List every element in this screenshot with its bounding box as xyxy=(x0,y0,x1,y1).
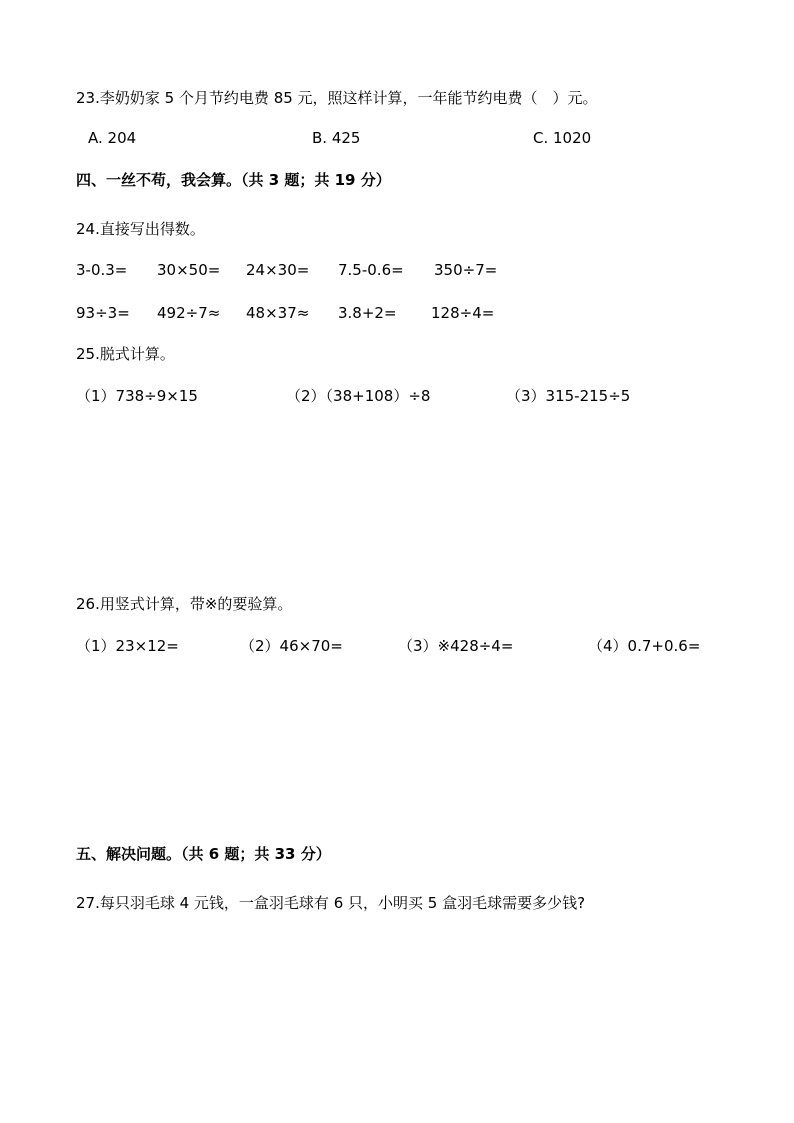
calc-item: 3.8+2= xyxy=(338,304,397,322)
calc-item: 350÷7= xyxy=(434,261,498,279)
option-b: B. 425 xyxy=(312,129,361,147)
step-calc-item: （1）738÷9×15 xyxy=(76,387,198,405)
calc-item: 3-0.3= xyxy=(76,261,128,279)
vertical-calc-item: （1）23×12= xyxy=(76,637,179,655)
calc-item: 93÷3= xyxy=(76,304,130,322)
calc-item: 48×37≈ xyxy=(246,304,310,322)
step-calc-item: （2）（38+108）÷8 xyxy=(286,387,431,405)
question-26-text: 26.用竖式计算，带※的要验算。 xyxy=(76,595,293,613)
option-a: A. 204 xyxy=(88,129,137,147)
calc-item: 30×50= xyxy=(157,261,221,279)
calc-item: 128÷4= xyxy=(431,304,495,322)
vertical-calc-item: （2）46×70= xyxy=(240,637,343,655)
question-27-text: 27.每只羽毛球 4 元钱，一盒羽毛球有 6 只，小明买 5 盒羽毛球需要多少钱? xyxy=(76,894,586,912)
calc-item: 24×30= xyxy=(246,261,310,279)
vertical-calc-item: （4）0.7+0.6= xyxy=(588,637,701,655)
question-24-text: 24.直接写出得数。 xyxy=(76,220,205,238)
question-25-text: 25.脱式计算。 xyxy=(76,345,175,363)
vertical-calc-item: （3）※428÷4= xyxy=(398,637,514,655)
calc-item: 7.5-0.6= xyxy=(338,261,404,279)
calc-item: 492÷7≈ xyxy=(157,304,221,322)
section-5-title: 五、解决问题。（共 6 题；共 33 分） xyxy=(76,845,331,863)
option-c: C. 1020 xyxy=(533,129,592,147)
section-4-title: 四、一丝不苟，我会算。（共 3 题；共 19 分） xyxy=(76,171,391,189)
question-23-text: 23.李奶奶家 5 个月节约电费 85 元，照这样计算，一年能节约电费（ ）元。 xyxy=(76,89,598,107)
step-calc-item: （3）315-215÷5 xyxy=(506,387,631,405)
